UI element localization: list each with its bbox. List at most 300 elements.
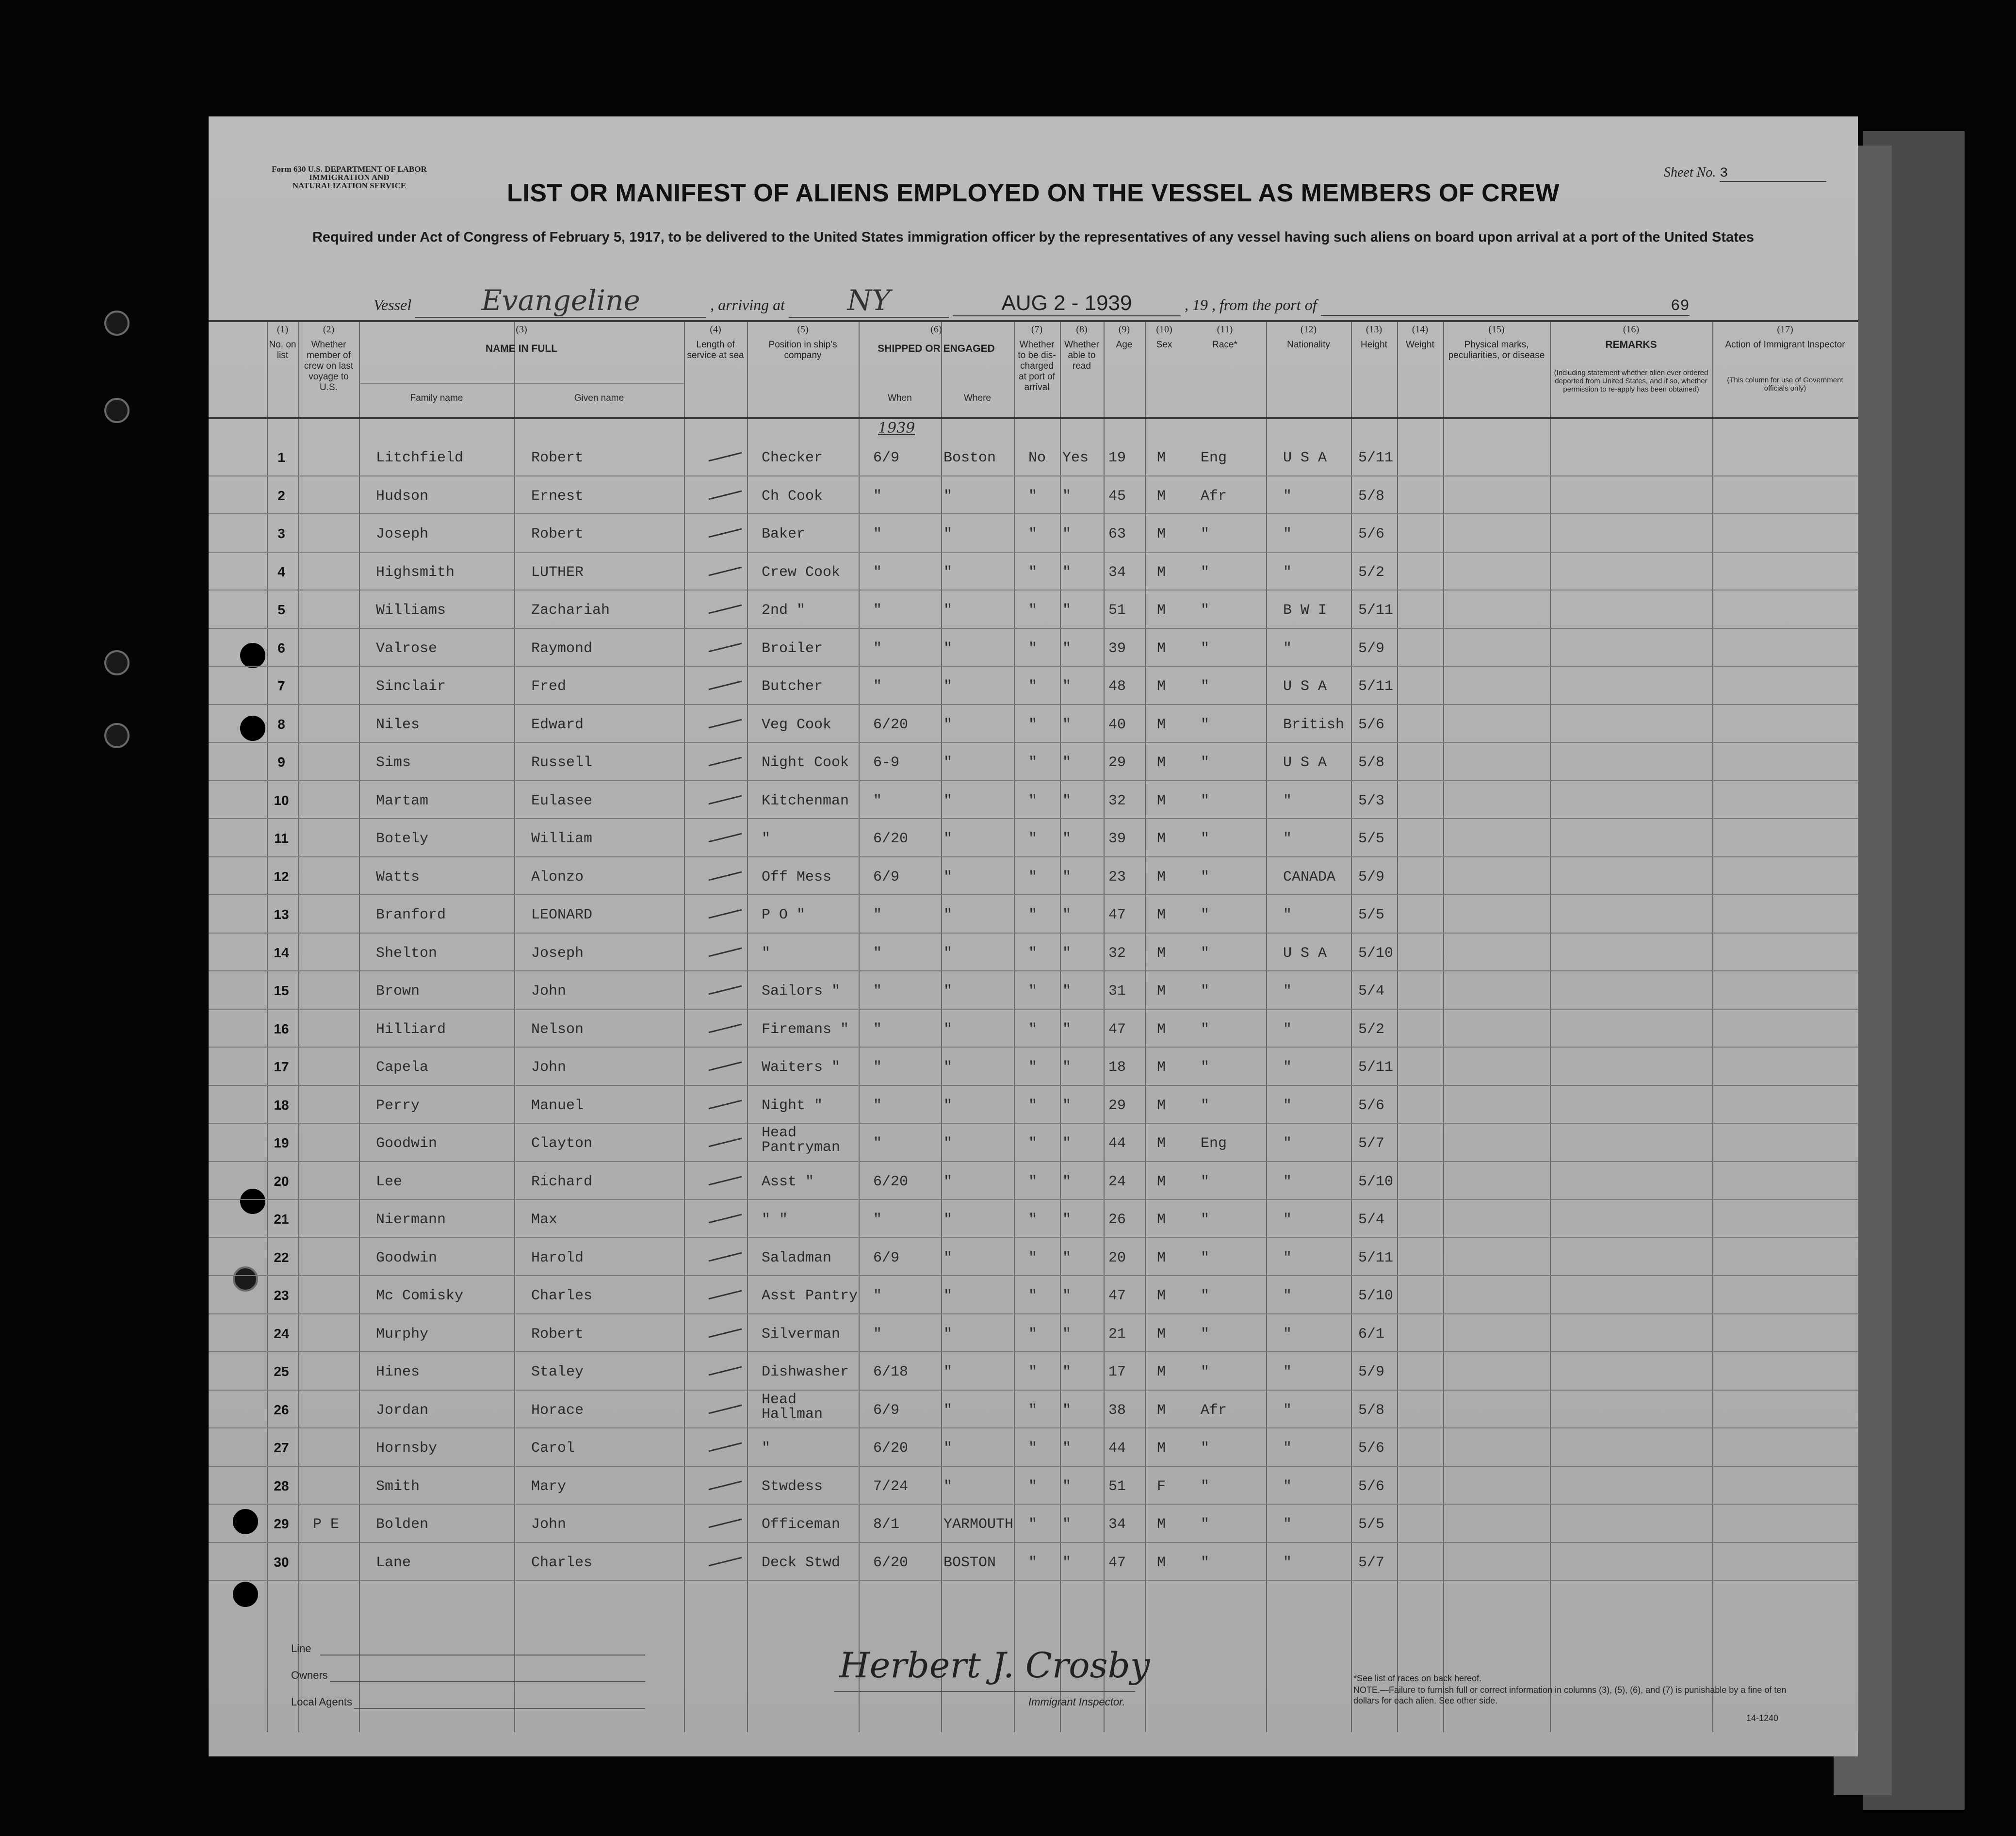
race-cell: " xyxy=(1201,1554,1210,1571)
year-annotation: 1939 xyxy=(878,420,915,437)
shipped-where-cell: " xyxy=(943,1212,953,1228)
service-tick-mark xyxy=(709,1290,742,1300)
service-tick-mark xyxy=(709,1328,742,1338)
service-tick-mark xyxy=(709,1557,742,1566)
shipped-where-cell: " xyxy=(943,1249,953,1266)
row-number: 16 xyxy=(274,1021,289,1036)
table-row xyxy=(209,1275,1858,1276)
table-row xyxy=(209,970,1858,971)
age-cell: 24 xyxy=(1108,1173,1126,1190)
age-cell: 51 xyxy=(1108,602,1126,619)
able-to-read-cell: " xyxy=(1062,1021,1072,1038)
table-row xyxy=(209,856,1858,857)
nationality-cell: " xyxy=(1283,488,1292,505)
table-row xyxy=(209,1009,1858,1010)
nationality-cell: " xyxy=(1283,1021,1292,1038)
shipped-where-cell: " xyxy=(943,1288,953,1304)
shipped-where-cell: " xyxy=(943,1402,953,1419)
shipped-where-cell: " xyxy=(943,1478,953,1495)
column-divider xyxy=(1712,320,1713,1732)
service-tick-mark xyxy=(709,452,742,462)
shipped-where-cell: BOSTON xyxy=(943,1554,996,1571)
race-cell: " xyxy=(1201,1097,1210,1114)
column-divider xyxy=(1145,320,1146,1732)
row-number: 20 xyxy=(274,1173,289,1189)
family-name-cell: Sinclair xyxy=(376,678,446,695)
column-number: (9) xyxy=(1118,324,1130,335)
position-cell: Night Cook xyxy=(762,754,849,771)
family-name-cell: Hilliard xyxy=(376,1021,446,1038)
discharge-cell: " xyxy=(1028,1097,1038,1114)
shipped-where-cell: " xyxy=(943,1021,953,1038)
shipped-where-cell: " xyxy=(943,678,953,695)
from-port-value: 69 xyxy=(1321,297,1690,316)
discharge-cell: " xyxy=(1028,1440,1038,1457)
race-cell: " xyxy=(1201,564,1210,581)
shipped-where-cell: " xyxy=(943,1364,953,1380)
position-cell: Head Pantryman xyxy=(762,1125,841,1156)
given-name-cell: Russell xyxy=(531,754,593,771)
position-cell: Broiler xyxy=(762,640,823,657)
nationality-cell: U S A xyxy=(1283,754,1327,771)
service-tick-mark xyxy=(709,490,742,500)
family-name-cell: Joseph xyxy=(376,526,429,542)
service-tick-mark xyxy=(709,1366,742,1376)
position-cell: " xyxy=(762,1440,771,1457)
height-cell: 5/9 xyxy=(1358,1364,1385,1380)
shipped-where-cell: " xyxy=(943,526,953,542)
family-name-cell: Brown xyxy=(376,983,420,1000)
given-name-cell: Raymond xyxy=(531,640,593,657)
age-cell: 48 xyxy=(1108,678,1126,695)
given-name-cell: John xyxy=(531,1516,567,1533)
row-number: 13 xyxy=(274,907,289,922)
race-cell: " xyxy=(1201,1212,1210,1228)
nationality-cell: British xyxy=(1283,716,1345,733)
race-cell: " xyxy=(1201,716,1210,733)
service-tick-mark xyxy=(709,1138,742,1148)
column-divider xyxy=(1014,320,1015,1732)
family-name-cell: Capela xyxy=(376,1059,429,1076)
able-to-read-cell: " xyxy=(1062,1249,1072,1266)
column-divider xyxy=(1266,320,1267,1732)
shipped-when-cell: 6/18 xyxy=(873,1364,909,1380)
height-cell: 5/11 xyxy=(1358,678,1394,695)
height-cell: 5/9 xyxy=(1358,869,1385,885)
shipped-when-cell: " xyxy=(873,907,882,923)
service-tick-mark xyxy=(709,1519,742,1528)
discharge-cell: " xyxy=(1028,526,1038,542)
shipped-when-cell: 6/9 xyxy=(873,1249,900,1266)
service-tick-mark xyxy=(709,719,742,728)
column-number: (16) xyxy=(1623,324,1640,335)
shipped-where-cell: " xyxy=(943,1326,953,1343)
position-cell: Veg Cook xyxy=(762,716,832,733)
shipped-when-cell: 6/20 xyxy=(873,716,909,733)
nationality-cell: U S A xyxy=(1283,450,1327,466)
shipped-where-cell: " xyxy=(943,983,953,1000)
age-cell: 17 xyxy=(1108,1364,1126,1380)
given-name-cell: LUTHER xyxy=(531,564,584,581)
race-cell: Afr xyxy=(1201,1402,1227,1419)
age-cell: 18 xyxy=(1108,1059,1126,1076)
date-stamp: AUG 2 - 1939 xyxy=(953,291,1181,316)
position-cell: Officeman xyxy=(762,1516,841,1533)
shipped-when-cell: " xyxy=(873,602,882,619)
service-tick-mark xyxy=(709,985,742,995)
given-name-cell: John xyxy=(531,1059,567,1076)
discharge-cell: " xyxy=(1028,869,1038,885)
shipped-when-cell: " xyxy=(873,945,882,962)
able-to-read-cell: " xyxy=(1062,1097,1072,1114)
shipped-when-cell: " xyxy=(873,1135,882,1152)
row-number: 2 xyxy=(277,488,285,503)
family-name-cell: Bolden xyxy=(376,1516,429,1533)
sex-cell: M xyxy=(1157,678,1166,695)
table-row xyxy=(209,1085,1858,1086)
sex-cell: M xyxy=(1157,640,1166,657)
race-cell: " xyxy=(1201,1364,1210,1380)
column-divider xyxy=(1351,320,1352,1732)
race-cell: " xyxy=(1201,1478,1210,1495)
height-cell: 5/8 xyxy=(1358,488,1385,505)
table-row xyxy=(209,1427,1858,1428)
discharge-cell: " xyxy=(1028,983,1038,1000)
age-cell: 21 xyxy=(1108,1326,1126,1343)
able-to-read-cell: " xyxy=(1062,678,1072,695)
discharge-cell: " xyxy=(1028,1288,1038,1304)
column-number: (15) xyxy=(1488,324,1505,335)
nationality-cell: B W I xyxy=(1283,602,1327,619)
able-to-read-cell: " xyxy=(1062,1402,1072,1419)
nationality-cell: " xyxy=(1283,1326,1292,1343)
signature-rule xyxy=(834,1691,1135,1692)
shipped-when-cell: 6/20 xyxy=(873,1554,909,1571)
column-divider xyxy=(684,320,685,1732)
shipped-where-cell: " xyxy=(943,1135,953,1152)
given-name-cell: Zachariah xyxy=(531,602,610,619)
footer-owners-label: Owners xyxy=(291,1669,328,1681)
shipped-where-cell: " xyxy=(943,640,953,657)
given-name-cell: Eulasee xyxy=(531,792,593,809)
service-tick-mark xyxy=(709,909,742,919)
column-number: (8) xyxy=(1076,324,1088,335)
discharge-cell: " xyxy=(1028,678,1038,695)
age-cell: 34 xyxy=(1108,1516,1126,1533)
given-name-cell: Harold xyxy=(531,1249,584,1266)
column-number: (3) xyxy=(516,324,527,335)
sex-cell: M xyxy=(1157,945,1166,962)
race-cell: " xyxy=(1201,1440,1210,1457)
able-to-read-cell: " xyxy=(1062,716,1072,733)
table-row xyxy=(209,933,1858,934)
sex-cell: M xyxy=(1157,602,1166,619)
column-header: Sex xyxy=(1156,340,1172,350)
age-cell: 44 xyxy=(1108,1440,1126,1457)
shipped-where-cell: " xyxy=(943,716,953,733)
nationality-cell: " xyxy=(1283,1173,1292,1190)
arriving-port: NY xyxy=(789,284,949,318)
given-name-cell: John xyxy=(531,983,567,1000)
age-cell: 29 xyxy=(1108,754,1126,771)
position-cell: Silverman xyxy=(762,1326,841,1343)
position-cell: Waiters " xyxy=(762,1059,841,1076)
position-cell: Butcher xyxy=(762,678,823,695)
able-to-read-cell: " xyxy=(1062,1478,1072,1495)
column-number: (4) xyxy=(710,324,721,335)
column-number: (14) xyxy=(1412,324,1429,335)
table-top-rule xyxy=(209,320,1858,322)
discharge-cell: " xyxy=(1028,1516,1038,1533)
position-cell: 2nd " xyxy=(762,602,806,619)
nationality-cell: " xyxy=(1283,907,1292,923)
nationality-cell: " xyxy=(1283,1440,1292,1457)
shipped-where-cell: " xyxy=(943,602,953,619)
column-divider xyxy=(1397,320,1398,1732)
nationality-cell: " xyxy=(1283,564,1292,581)
shipped-where-cell: " xyxy=(943,792,953,809)
shipped-where-cell: " xyxy=(943,1440,953,1457)
shipped-when-cell: 6/9 xyxy=(873,869,900,885)
column-header: Whether able to read xyxy=(1064,340,1099,371)
row-number: 4 xyxy=(277,564,285,579)
column-number: (1) xyxy=(276,324,289,335)
race-cell: " xyxy=(1201,754,1210,771)
position-cell: " xyxy=(762,945,771,962)
race-cell: Eng xyxy=(1201,450,1227,466)
height-cell: 5/6 xyxy=(1358,526,1385,542)
table-row xyxy=(209,1351,1858,1352)
row-number: 12 xyxy=(274,869,289,884)
manifest-table xyxy=(209,320,1858,1732)
nationality-cell: " xyxy=(1283,983,1292,1000)
race-cell: " xyxy=(1201,640,1210,657)
crew-last-voyage-cell: P E xyxy=(313,1516,340,1533)
age-cell: 29 xyxy=(1108,1097,1126,1114)
column-header: NAME IN FULL xyxy=(485,343,558,354)
age-cell: 47 xyxy=(1108,1288,1126,1304)
column-divider xyxy=(747,320,748,1732)
height-cell: 5/10 xyxy=(1358,1288,1394,1304)
race-cell: " xyxy=(1201,526,1210,542)
table-row xyxy=(209,1390,1858,1391)
height-cell: 5/4 xyxy=(1358,1212,1385,1228)
race-cell: " xyxy=(1201,1326,1210,1343)
height-cell: 5/3 xyxy=(1358,792,1385,809)
shipped-where-cell: " xyxy=(943,1059,953,1076)
able-to-read-cell: Yes xyxy=(1062,450,1089,466)
age-cell: 19 xyxy=(1108,450,1126,466)
nationality-cell: " xyxy=(1283,1478,1292,1495)
race-cell: " xyxy=(1201,907,1210,923)
row-number: 9 xyxy=(277,754,285,770)
column-number: (7) xyxy=(1031,324,1043,335)
penalty-note: NOTE.—Failure to furnish full or correct information in columns (3), (5), (6), and (7) is punishable by a fine of ten dollars for each alien. See other side. xyxy=(1353,1685,1787,1705)
sheet-number-value: 3 xyxy=(1720,166,1826,182)
manifest-sheet xyxy=(209,116,1858,1756)
service-tick-mark xyxy=(709,605,742,614)
nationality-cell: U S A xyxy=(1283,945,1327,962)
family-name-cell: Watts xyxy=(376,869,420,885)
age-cell: 45 xyxy=(1108,488,1126,505)
given-name-cell: Edward xyxy=(531,716,584,733)
able-to-read-cell: " xyxy=(1062,526,1072,542)
binder-hole-icon xyxy=(104,650,130,675)
race-cell: " xyxy=(1201,869,1210,885)
race-cell: " xyxy=(1201,792,1210,809)
sex-cell: M xyxy=(1157,1021,1166,1038)
column-number: (6) xyxy=(930,324,942,335)
column-header: SHIPPED OR ENGAGED xyxy=(878,343,995,354)
column-header: Action of Immigrant Inspector xyxy=(1725,340,1845,350)
sex-cell: M xyxy=(1157,526,1166,542)
given-name-cell: Charles xyxy=(531,1554,593,1571)
discharge-cell: " xyxy=(1028,1364,1038,1380)
family-name-cell: Smith xyxy=(376,1478,420,1495)
nationality-cell: " xyxy=(1283,1135,1292,1152)
discharge-cell: " xyxy=(1028,907,1038,923)
header-bottom-rule xyxy=(209,417,1858,419)
family-name-cell: Murphy xyxy=(376,1326,429,1343)
table-row xyxy=(209,1580,1858,1581)
able-to-read-cell: " xyxy=(1062,831,1072,847)
family-name-cell: Botely xyxy=(376,831,429,847)
row-number: 14 xyxy=(274,945,289,960)
column-header: Whether member of crew on last voyage to U.S. xyxy=(304,340,354,393)
service-tick-mark xyxy=(709,833,742,843)
discharge-cell: " xyxy=(1028,488,1038,505)
column-divider xyxy=(859,320,860,1732)
row-number: 27 xyxy=(274,1440,289,1455)
shipped-when-cell: 6/9 xyxy=(873,450,900,466)
row-number: 29 xyxy=(274,1516,289,1531)
discharge-cell: " xyxy=(1028,1212,1038,1228)
sex-cell: M xyxy=(1157,1173,1166,1190)
age-cell: 26 xyxy=(1108,1212,1126,1228)
nationality-cell: " xyxy=(1283,1516,1292,1533)
footer-owners-rule xyxy=(330,1681,645,1682)
sex-cell: M xyxy=(1157,1364,1166,1380)
able-to-read-cell: " xyxy=(1062,602,1072,619)
height-cell: 5/5 xyxy=(1358,831,1385,847)
table-row xyxy=(209,475,1858,476)
nationality-cell: " xyxy=(1283,792,1292,809)
position-cell: Deck Stwd xyxy=(762,1554,841,1571)
sex-cell: M xyxy=(1157,869,1166,885)
table-row xyxy=(209,1504,1858,1505)
given-name-cell: Horace xyxy=(531,1402,584,1419)
nationality-cell: " xyxy=(1283,1402,1292,1419)
given-name-cell: Mary xyxy=(531,1478,567,1495)
height-cell: 5/6 xyxy=(1358,1097,1385,1114)
shipped-when-cell: " xyxy=(873,1212,882,1228)
discharge-cell: " xyxy=(1028,1326,1038,1343)
column-number: (12) xyxy=(1300,324,1317,335)
given-name-cell: Staley xyxy=(531,1364,584,1380)
form-identifier: Form 630 U.S. DEPARTMENT OF LABOR IMMIGRATION AND NATURALIZATION SERVICE xyxy=(272,164,427,190)
sex-cell: M xyxy=(1157,983,1166,1000)
given-name-cell: LEONARD xyxy=(531,907,593,923)
shipped-where-cell: " xyxy=(943,907,953,923)
able-to-read-cell: " xyxy=(1062,1288,1072,1304)
shipped-when-cell: " xyxy=(873,1059,882,1076)
age-cell: 32 xyxy=(1108,945,1126,962)
nationality-cell: " xyxy=(1283,1212,1292,1228)
column-header: Position in ship's company xyxy=(768,340,837,361)
footer-line-rule xyxy=(320,1655,645,1656)
position-cell: Sailors " xyxy=(762,983,841,1000)
position-cell: Night " xyxy=(762,1097,823,1114)
sex-cell: M xyxy=(1157,1288,1166,1304)
given-name-cell: Robert xyxy=(531,1326,584,1343)
service-tick-mark xyxy=(709,795,742,804)
column-header: Whether to be dis-charged at port of arrival xyxy=(1018,340,1056,393)
race-cell: " xyxy=(1201,1021,1210,1038)
nationality-cell: " xyxy=(1283,1288,1292,1304)
row-number: 1 xyxy=(277,450,285,465)
shipped-when-cell: " xyxy=(873,678,882,695)
position-cell: Saladman xyxy=(762,1249,832,1266)
height-cell: 5/2 xyxy=(1358,564,1385,581)
row-number: 17 xyxy=(274,1059,289,1074)
service-tick-mark xyxy=(709,871,742,881)
nationality-cell: " xyxy=(1283,1364,1292,1380)
row-number: 23 xyxy=(274,1288,289,1303)
height-cell: 5/7 xyxy=(1358,1554,1385,1571)
vessel-name: Evangeline xyxy=(415,284,706,318)
table-row xyxy=(209,818,1858,819)
height-cell: 5/6 xyxy=(1358,716,1385,733)
name-header-rule xyxy=(359,383,684,384)
arriving-label: , arriving at xyxy=(710,296,785,313)
height-cell: 6/1 xyxy=(1358,1326,1385,1343)
binder-hole-icon xyxy=(104,398,130,423)
family-name-cell: Niermann xyxy=(376,1212,446,1228)
row-number: 5 xyxy=(277,602,285,617)
column-divider xyxy=(1104,320,1105,1732)
able-to-read-cell: " xyxy=(1062,488,1072,505)
position-cell: Off Mess xyxy=(762,869,832,885)
able-to-read-cell: " xyxy=(1062,1364,1072,1380)
nationality-cell: U S A xyxy=(1283,678,1327,695)
position-cell: Kitchenman xyxy=(762,792,849,809)
family-name-cell: Highsmith xyxy=(376,564,455,581)
row-number: 18 xyxy=(274,1097,289,1113)
given-name-cell: Ernest xyxy=(531,488,584,505)
service-tick-mark xyxy=(709,757,742,767)
position-cell: Firemans " xyxy=(762,1021,849,1038)
from-port-label: , from the port of xyxy=(1211,296,1317,313)
sex-cell: M xyxy=(1157,1212,1166,1228)
age-cell: 40 xyxy=(1108,716,1126,733)
row-number: 25 xyxy=(274,1364,289,1379)
sex-cell: M xyxy=(1157,792,1166,809)
shipped-where-cell: YARMOUTH xyxy=(943,1516,1014,1533)
row-number: 3 xyxy=(277,526,285,541)
able-to-read-cell: " xyxy=(1062,1326,1072,1343)
shipped-when-cell: " xyxy=(873,526,882,542)
table-row xyxy=(209,666,1858,667)
sex-cell: M xyxy=(1157,488,1166,505)
table-row xyxy=(209,1542,1858,1543)
position-cell: Dishwasher xyxy=(762,1364,849,1380)
given-name-cell: Max xyxy=(531,1212,558,1228)
age-cell: 23 xyxy=(1108,869,1126,885)
nationality-cell: " xyxy=(1283,640,1292,657)
column-divider xyxy=(1060,320,1061,1732)
shipped-when-cell: " xyxy=(873,792,882,809)
shipped-when-cell: " xyxy=(873,983,882,1000)
